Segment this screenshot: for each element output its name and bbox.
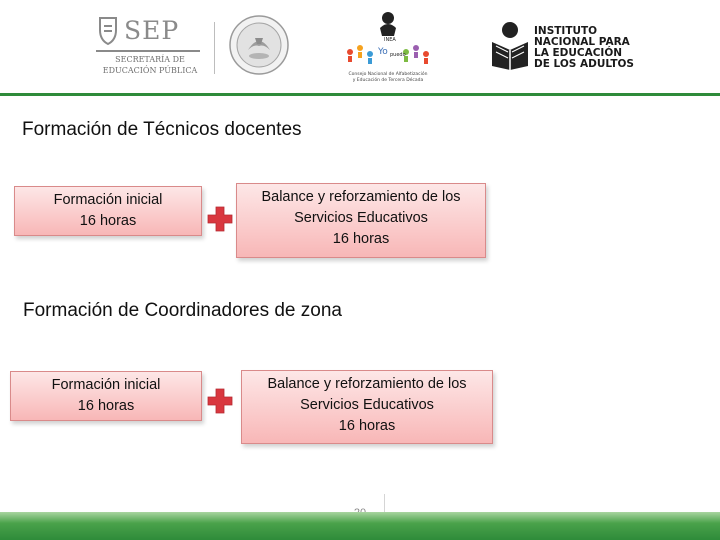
inea-name <box>534 26 634 70</box>
box-line: Servicios Educativos <box>294 210 428 226</box>
conevyt-logo-icon <box>340 8 436 70</box>
sep-rule <box>96 50 200 52</box>
inea-name-line3: LA EDUCACIÓN <box>534 47 623 59</box>
sep-logo-icon <box>96 16 120 46</box>
footer-band <box>0 512 720 540</box>
inea-name-line1: INSTITUTO <box>534 25 598 37</box>
inea-reader-icon <box>488 20 532 70</box>
section-title-coordinadores: Formación de Coordinadores de zona <box>23 300 342 321</box>
box-line: Formación inicial <box>53 192 163 208</box>
section-title-tecnicos: Formación de Técnicos docentes <box>22 119 302 140</box>
svg-text:puedo: puedo <box>390 52 406 58</box>
sep-subtitle-line2: EDUCACIÓN PÚBLICA <box>102 66 198 75</box>
box-line: 16 horas <box>79 213 137 229</box>
inea-name-line2: NACIONAL PARA <box>534 36 630 48</box>
plus-icon <box>207 388 233 414</box>
sep-title: SEP <box>124 16 180 45</box>
slide-header <box>0 0 720 96</box>
inea-logo <box>488 20 648 80</box>
conevyt-caption <box>340 72 436 84</box>
header-divider <box>214 22 215 74</box>
svg-text:Yo: Yo <box>378 47 388 57</box>
box-line: Balance y reforzamiento de los <box>267 376 467 392</box>
sep-subtitle-line1: SECRETARÍA DE <box>115 55 185 64</box>
header-rule <box>0 93 720 96</box>
conevyt-caption-line1: Consejo Nacional de Alfabetización <box>348 72 428 77</box>
box-line: 16 horas <box>332 231 390 247</box>
svg-text:INEA: INEA <box>384 37 396 43</box>
formacion-inicial-box <box>14 186 202 236</box>
box-line: 16 horas <box>338 418 396 434</box>
inea-name-line4: DE LOS ADULTOS <box>534 58 634 70</box>
sep-subtitle <box>100 54 200 76</box>
box-line: Servicios Educativos <box>300 397 434 413</box>
box-line: 16 horas <box>77 398 135 414</box>
box-line: Balance y reforzamiento de los <box>261 189 461 205</box>
balance-reforzamiento-box <box>241 370 493 444</box>
formacion-inicial-box <box>10 371 202 421</box>
conevyt-caption-line2: y Educación de Tercera Década <box>352 78 424 83</box>
conevyt-logo <box>340 8 436 90</box>
box-line: Formación inicial <box>51 377 161 393</box>
mexican-seal-icon <box>228 14 290 76</box>
sep-logo <box>96 16 216 78</box>
plus-icon <box>207 206 233 232</box>
balance-reforzamiento-box <box>236 183 486 258</box>
